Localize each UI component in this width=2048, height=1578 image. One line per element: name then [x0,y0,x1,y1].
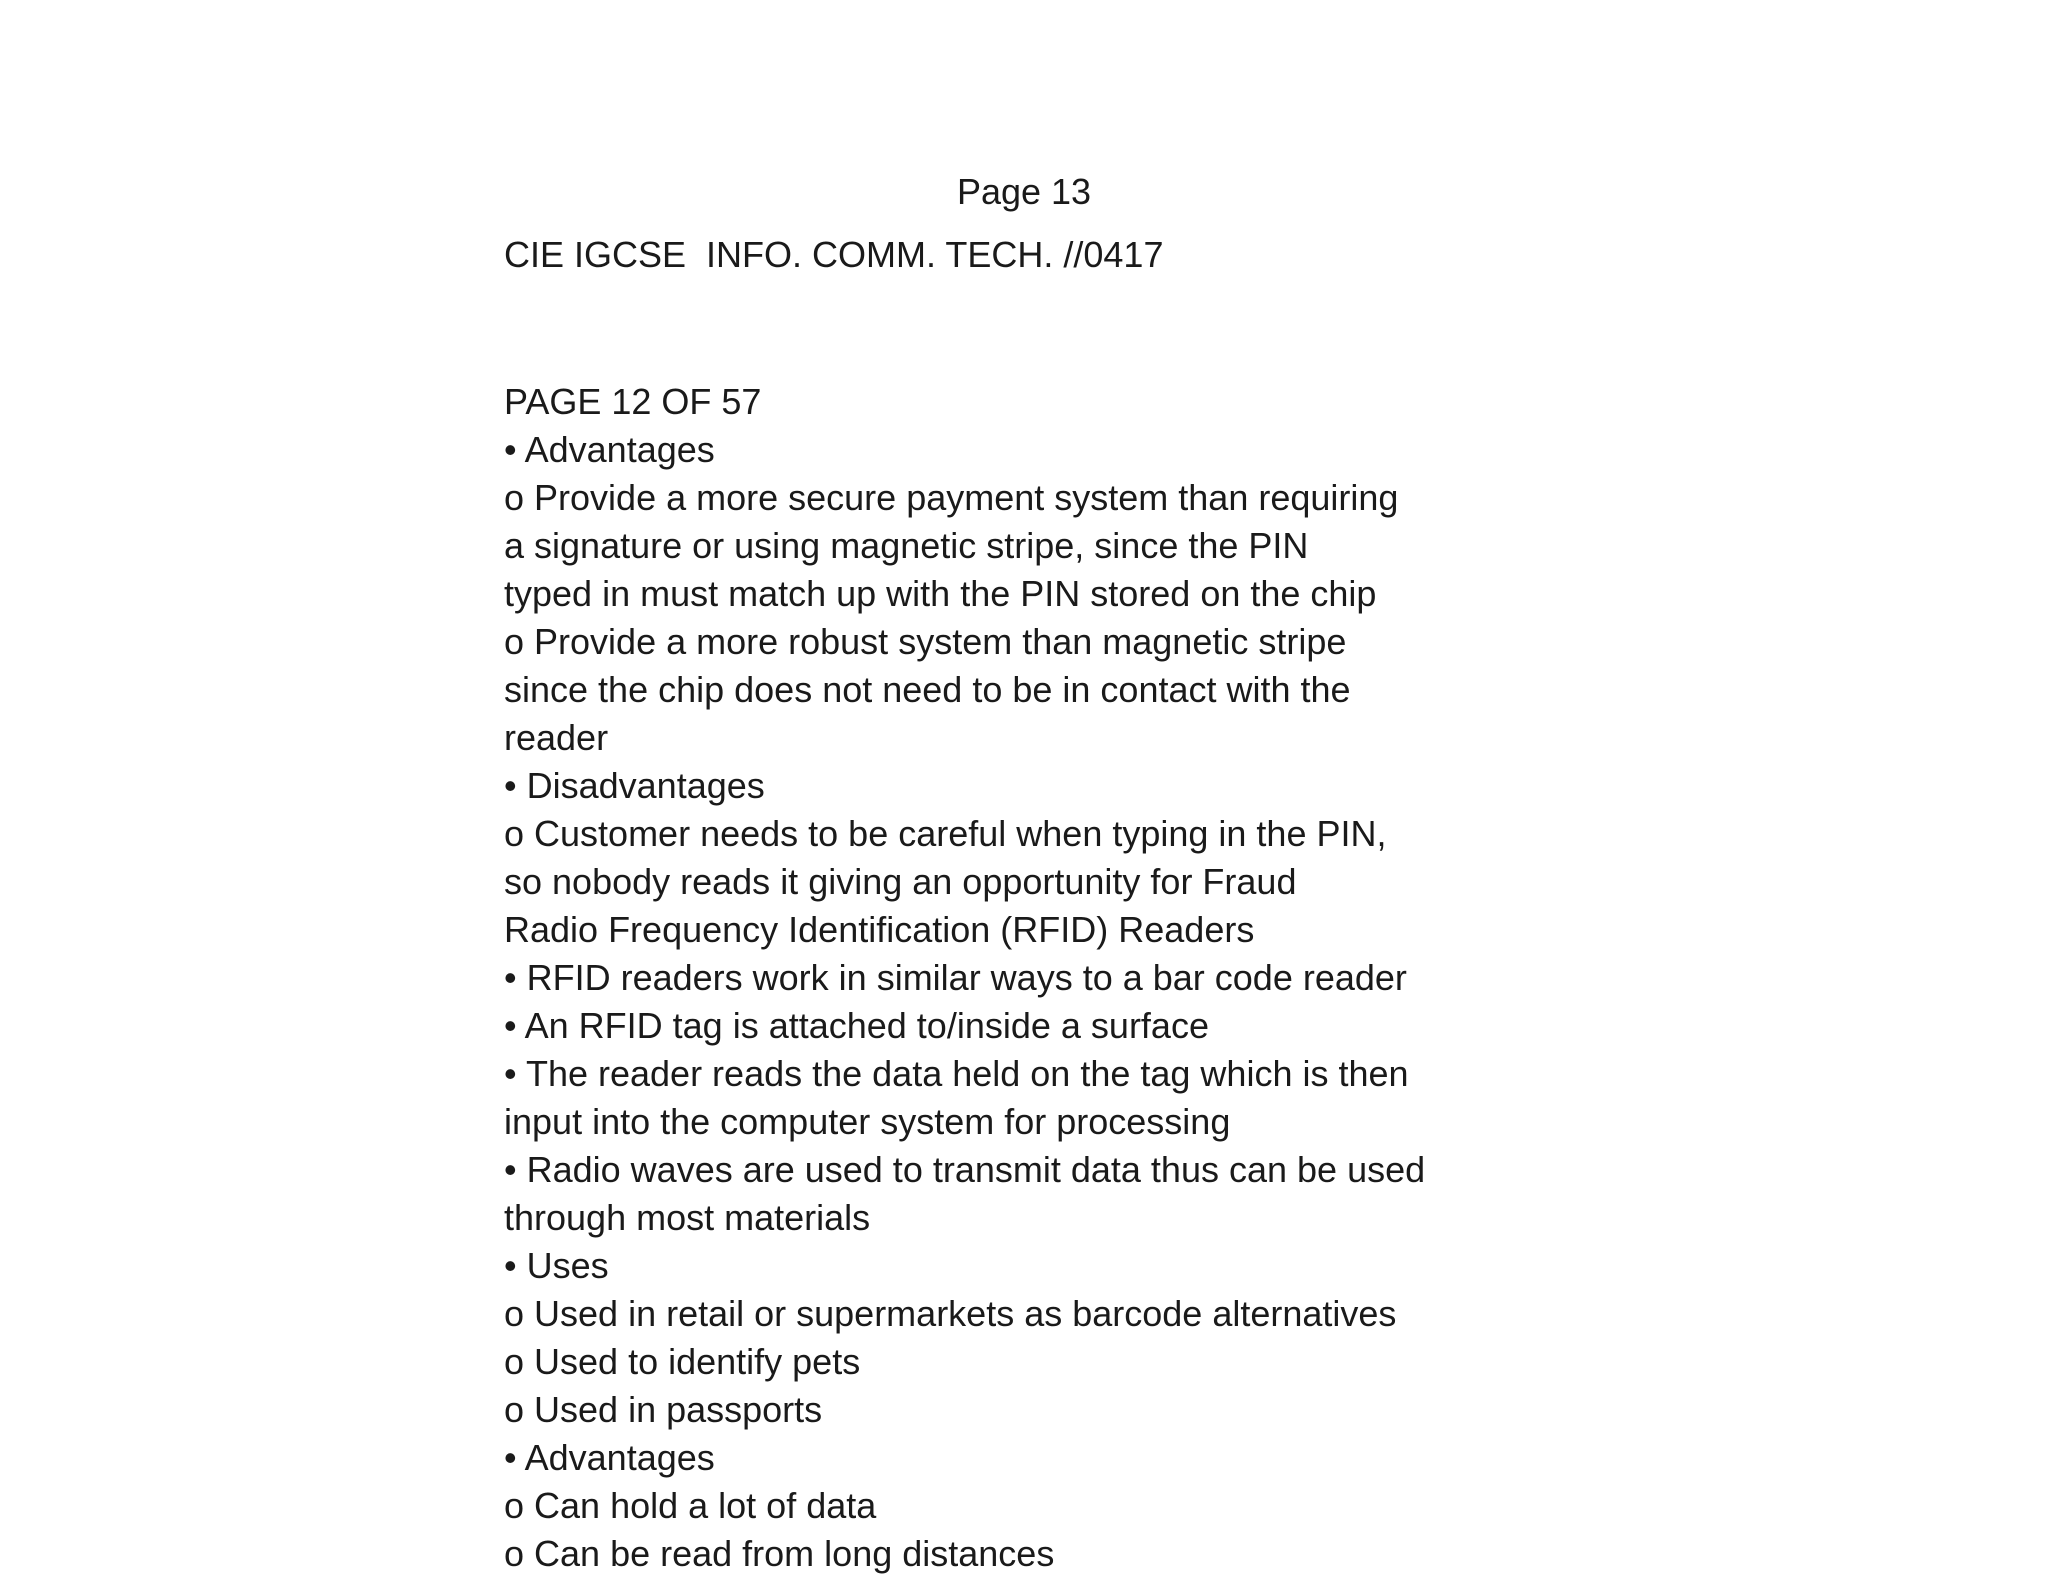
text-line: o Customer needs to be careful when typing in the PIN, [504,813,1387,854]
text-line: typed in must match up with the PIN stored on the chip [504,573,1377,614]
page-number: Page 13 [956,171,1092,212]
text-line: input into the computer system for processing [504,1101,1231,1142]
text-line: o Provide a more robust system than magnetic stripe [504,621,1347,662]
text-line: • Uses [504,1245,609,1286]
text-line: • Disadvantages [504,765,765,806]
text-line: • The reader reads the data held on the tag which is then [504,1053,1409,1094]
page-count-line: PAGE 12 OF 57 [504,381,762,422]
text-line: o Can hold a lot of data [504,1485,877,1526]
text-line: • Advantages [504,1437,715,1478]
document-body [504,378,1504,1578]
text-line: • Radio waves are used to transmit data thus can be used [504,1149,1426,1190]
text-line: o Provide a more secure payment system than requiring [504,477,1399,518]
text-line: reader [504,717,609,758]
text-line: • RFID readers work in similar ways to a bar code reader [504,957,1407,998]
section-heading: Radio Frequency Identification (RFID) Readers [504,909,1255,950]
text-line: o Can be read from long distances [504,1533,1055,1574]
text-line: so nobody reads it giving an opportunity for Fraud [504,861,1297,902]
text-line: o Used to identify pets [504,1341,861,1382]
text-line: o Used in retail or supermarkets as barcode alternatives [504,1293,1397,1334]
text-line: • An RFID tag is attached to/inside a surface [504,1005,1209,1046]
text-line: • Advantages [504,429,715,470]
text-line: a signature or using magnetic stripe, since the PIN [504,525,1309,566]
text-line: since the chip does not need to be in contact with the [504,669,1351,710]
course-header: CIE IGCSE INFO. COMM. TECH. //0417 [504,234,1164,275]
text-line: through most materials [504,1197,871,1238]
text-line: o Used in passports [504,1389,823,1430]
